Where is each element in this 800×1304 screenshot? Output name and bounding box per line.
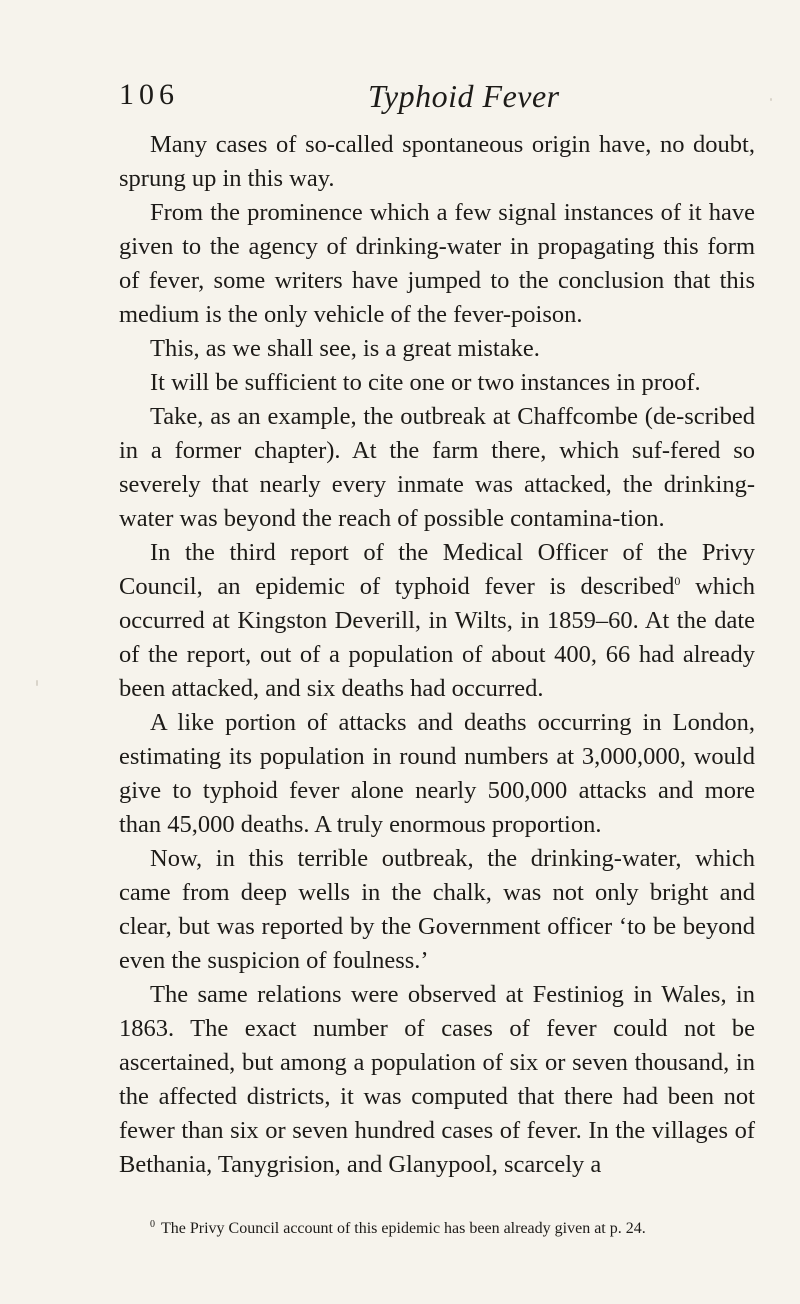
paragraph: Many cases of so-called spontaneous origin have, no doubt, sprung up in this way. bbox=[119, 131, 755, 192]
paragraph bbox=[119, 536, 755, 706]
footnote bbox=[119, 1218, 755, 1240]
running-title: Typhoid Fever bbox=[368, 78, 560, 114]
paragraph: Now, in this terrible outbreak, the drinking-water, which came from deep wells in the chalk, was not only bright and clear, but was reported by the Government officer ‘to be beyond even the suspicion of foulness.’ bbox=[119, 845, 755, 974]
footnote-mark: 0 bbox=[150, 1218, 155, 1230]
paragraph: Take, as an example, the outbreak at Chaffcombe (de-scribed in a former chapter). At the farm there, which suf-fered so severely that nearly every inmate was attacked, the drinking-water was beyond the reach of possible contamina-tion. bbox=[119, 403, 755, 532]
paragraph: A like portion of attacks and deaths occurring in London, estimating its population in round numbers at 3,000,000, would give to typhoid fever alone nearly 500,000 attacks and more than 45,000 deaths. A truly enormous proportion. bbox=[119, 709, 755, 838]
paragraph: From the prominence which a few signal instances of it have given to the agency of drinking-water in propagating this form of fever, some writers have jumped to the conclusion that this medium is the only vehicle of the fever-poison. bbox=[119, 199, 755, 328]
paragraph-text: In the third report of the Medical Officer of the Privy Council, an epidemic of typhoid fever is described bbox=[119, 539, 755, 600]
paragraph-text: which occurred at Kingston Deverill, in Wilts, in 1859–60. At the date of the report, out of a population of about 400, 66 had already been attacked, and six deaths had occurred. bbox=[119, 573, 755, 702]
paragraph: This, as we shall see, is a great mistake. bbox=[150, 335, 540, 362]
paragraph: The same relations were observed at Festiniog in Wales, in 1863. The exact number of cases of fever could not be ascertained, but among a population of six or seven thousand, in the affected districts, it was computed that there had been not fewer than six or seven hundred cases of fever. In the villages of Bethania, Tanygrision, and Glanypool, scarcely a bbox=[119, 981, 755, 1178]
page-speck bbox=[770, 98, 772, 101]
footnote-reference[interactable]: 0 bbox=[674, 573, 681, 588]
page-header bbox=[0, 78, 800, 122]
page-number: 106 bbox=[119, 78, 179, 111]
paragraph: It will be sufficient to cite one or two instances in proof. bbox=[150, 369, 701, 396]
footnote-text: The Privy Council account of this epidemic has been already given at p. 24. bbox=[161, 1220, 646, 1237]
body-text bbox=[119, 128, 755, 1182]
page-speck bbox=[36, 680, 38, 686]
